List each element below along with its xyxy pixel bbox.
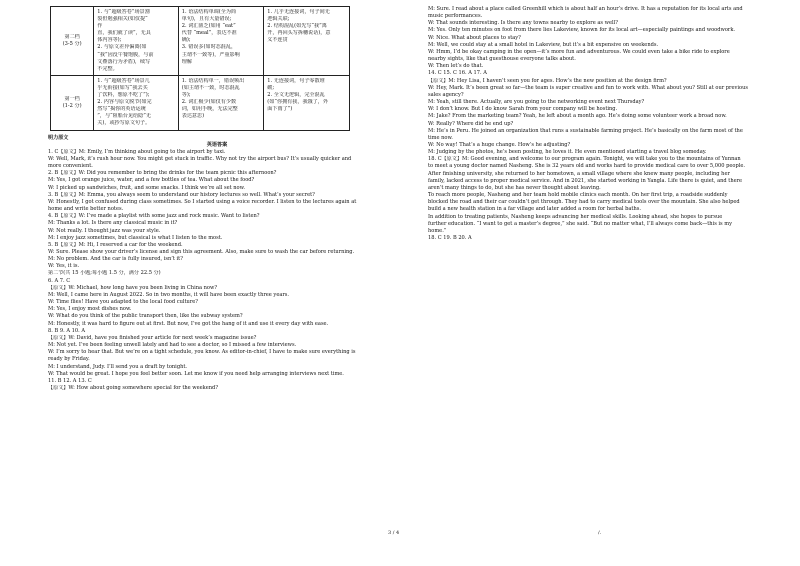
rubric-criteria-cell [264, 7, 350, 76]
rubric-criteria-cell [178, 75, 264, 130]
transcript-line: W: Sure. Please show your driver’s license and sign this agreement. Also, make sure to wash the car before returning. [48, 249, 355, 255]
transcript-line: M: Yes, I enjoy most dishes now. [48, 306, 132, 313]
transcript-line: 8. B 9. A 10. A [48, 327, 86, 334]
rubric-line: 主谓不一致等)，严重影响 [181, 51, 240, 58]
transcript-line: 【原文】W: David, have you finished your article for next week’s magazine issue? [48, 334, 257, 341]
transcript-line: W: Hmm, I’d be okay camping in the open—it’s more fun and adventurous. We could even take a bike ride to explore [428, 48, 730, 55]
rubric-line: 第二档 [64, 33, 80, 40]
rubric-line: 2. 结构混乱(如先写“我”离 [267, 23, 327, 30]
transcript-line: 【原文】W: Michael, how long have you been living in China now? [48, 284, 218, 291]
transcript-line: 11. B 12. A 13. C [48, 377, 92, 384]
left-transcript [48, 149, 386, 392]
right-transcript [428, 6, 766, 242]
transcript-line: M: Not yet. I’ve been feeling unwell lately and had to see a doctor, so I missed a few interviews. [48, 342, 297, 349]
transcript-line: 6. A 7. C [48, 277, 71, 284]
transcript-line: to meet a young doctor named Nasheng. She is 32 years old and works hard to provide medical care to over 5,000 people. [428, 163, 745, 170]
rubric-line: 了饮料，想原不吃了”); [97, 92, 150, 99]
transcript-line: W: What do you think of the public transport then, like the subway system? [48, 313, 243, 320]
transcript-line: W: That would be great. I hope you feel better soon. Let me know if you need help arranging interviews next time. [48, 370, 344, 377]
transcript-line: 【原文】M: Hey Lisa, I haven’t seen you for ages. How’s the new position at the design firm? [428, 77, 667, 84]
rubric-level-cell [51, 75, 94, 130]
rubric-criteria-cell [178, 7, 264, 76]
transcript-line: W: Well, Mark, it’s rush hour now. You might get stuck in traffic. Why not try the airport bus? It’s usually quicker and [48, 155, 352, 162]
transcript-line: M: Judging by the photos, he’s been posting, he loves it. He even mentioned starting a travel blog someday. [428, 149, 707, 156]
transcript-line: M: Jake? From the marketing team? Yeah, he left about a month ago. He’s doing some volunteer work a broad now. [428, 113, 727, 120]
transcript-line: 18. C 19. B 20. A [428, 235, 472, 241]
transcript-line: further education. “I want to get a master’s degree,” she said. “But no matter what, I’ll always come back—this is my [428, 220, 733, 227]
transcript-line: 2. B【原文】W: Did you remember to bring the drinks for the team picnic this afternoon? [48, 170, 277, 177]
rubric-line: 3. 错误多(如时态混乱， [181, 44, 237, 51]
rubric-line: 代替 “meal”，表达不准 [181, 30, 237, 37]
transcript-line: 18. C【原文】M: Good evening, and welcome to our program again. Tonight, we will take you to the mountains of Yunnan [428, 156, 741, 163]
rubric-line: 关)，或抄写原文句子。 [97, 120, 151, 127]
transcript-line: sales agency? [428, 91, 464, 98]
transcript-line: more convenient. [48, 163, 93, 170]
transcript-line: W: I don’t know. But I do know Sarah from your company will be hosting. [428, 106, 618, 113]
transcript-line: time now. [428, 134, 453, 141]
transcript-line: W: No way! That’s a huge change. How’s he adjusting? [428, 141, 571, 148]
transcript-line: M: Yes. Only ten minutes on foot from there lies Lakeview, known for its local art—especially paintings and woodwork. [428, 27, 736, 34]
rubric-level-cell [51, 7, 94, 76]
transcript-line: ready by Friday. [48, 356, 90, 363]
transcript-line: home.” [428, 227, 447, 234]
rubric-line: 然写“揭你的英语运统 [97, 106, 146, 113]
rubric-line: 义不连贯 [267, 37, 288, 44]
transcript-line: W: Really? Where did he end up? [428, 120, 514, 127]
transcript-line: W: Yes, it is. [48, 263, 80, 270]
rubric-row [51, 7, 350, 76]
transcript-line: M: I enjoy jazz sometimes, but classical is what I listen to the most. [48, 234, 223, 241]
corner-mark: /. [598, 530, 602, 536]
transcript-line: W: Not really. I thought jazz was your style. [48, 227, 161, 234]
transcript-line: M: Thanks a lot. Is there any classical music in it? [48, 220, 178, 227]
transcript-line: M: He’s in Peru. He joined an organization that runs a sustainable farming project. He’s basically on the farm most of the [428, 127, 743, 134]
rubric-line: (如主谓不一致，时态混乱 [181, 84, 240, 91]
rubric-line: 逻辑关联; [267, 16, 290, 23]
rubric-line: 1. 无连接词，句子零散堆 [267, 77, 325, 84]
right-column [428, 6, 766, 242]
transcript-line: M: Yeah, still there. Actually, are you going to the networking event next Thursday? [428, 99, 645, 106]
transcript-line: M: Honestly, it was hard to figure out at first. But now, I’ve got the hang of it and use it every day with ease. [48, 320, 329, 327]
transcript-line: To reach more people, Nasheng and her team hold mobile clinics each month. On her first trip, a roadside suddenly [428, 192, 728, 199]
transcript-line: W: Hey, Mark. It’s been great so far—the team is super creative and fun to work with. What about you? Still at our previous [428, 84, 748, 91]
answer-heading: 英语答案 [206, 141, 228, 148]
rubric-line: 1. 语法结构单调(全为简 [181, 9, 237, 15]
left-column [48, 6, 386, 392]
rubric-line: 面下雨了”) [267, 106, 293, 113]
transcript-line: After finishing university, she returned to her hometown, a small village where she knew many people, including her [428, 170, 730, 177]
rubric-line: (3-5 分) [62, 40, 82, 47]
transcript-line: 14. C 15. C 16. A 17. A [428, 70, 487, 77]
listening-section-title: 明力原文 [48, 134, 69, 141]
rubric-line: 文叠落行为矛盾)，续写 [97, 58, 151, 65]
rubric-line: “我”因没午餐饱腹，与前 [97, 51, 154, 58]
rubric-line: 2. 词汇匮乏(如用 “eat” [181, 23, 236, 30]
transcript-line: W: Honestly, I got confused during class sometimes. So I started using a voice recorder. I listen to the lectures again at [48, 198, 357, 205]
rubric-line: 单句)，且有大量错误; [181, 16, 232, 23]
rubric-line: 第一档 [64, 95, 80, 102]
transcript-line: 1. C【原文】M: Emily, I’m thinking about going to the airport by taxi. [48, 148, 226, 155]
rubric-line: 砌; [267, 84, 275, 91]
rubric-line: 不完整。 [97, 65, 118, 72]
rubric-line: (如“你拥有我，我饿了，外 [267, 99, 328, 106]
rubric-line: 等); [181, 92, 191, 99]
transcript-line: blocked the road and their car couldn’t get through. They had to carry medical tools over the mountain. She also helped [428, 199, 740, 206]
rubric-line: 2. 与原文差异偏离(如 [97, 44, 147, 51]
rubric-line: 2. 全文无逻辑，完全混乱 [267, 92, 325, 99]
transcript-line: 第二节(共 15 小题;每小题 1.5 分，满分 22.5 分) [48, 270, 161, 277]
rubric-line: 词，如用手晚，无法完整 [181, 106, 238, 113]
transcript-line: build a new health station in a far village and later added a room for herbal baths. [428, 206, 641, 213]
rubric-line: 裂但勉强相关(如仅提“ [97, 16, 148, 23]
rubric-line: 1. 语法结构单一，错误频出 [181, 77, 245, 84]
rubric-line: 确); [181, 37, 191, 44]
transcript-line: 4. B【原文】W: I’ve made a playlist with some jazz and rock music. Want to listen? [48, 213, 260, 220]
rubric-criteria-cell [264, 75, 350, 130]
transcript-line: M: No problem. And the car is fully insured, isn’t it? [48, 256, 183, 263]
transcript-line: M: Well, I came here in August 2022. So in two months, it will have been exactly three years. [48, 291, 290, 298]
rubric-table [50, 6, 350, 131]
transcript-line: W: I picked up sandwiches, fruit, and some snacks. I think we’re all set now. [48, 184, 245, 191]
transcript-line: nearby sights, like that guesthouse everyone talks about. [428, 56, 576, 63]
transcript-line: W: I’m sorry to hear that. But we’re on a tight schedule, you know. As editor-in-chief, I have to make sure everything is [48, 349, 356, 356]
rubric-line: 乎无衔接(如写“我去买 [97, 84, 148, 91]
transcript-line: M: I understand, Judy. I’ll send you a draft by tonight. [48, 363, 188, 370]
rubric-line: 1. 与“超级答卷”场景几 [97, 77, 150, 84]
transcript-line: family, lacked access to proper medical service. And in 2021, she started working in Yangla. Life there is quiet, and there [428, 177, 743, 184]
transcript-line: aren’t many things to do, but she has never thought about leaving. [428, 184, 601, 191]
transcript-line: W: That sounds interesting. Is there any towns nearby to explore as well? [428, 20, 618, 27]
rubric-line: 1. 与“超级答卷”场景割 [97, 9, 150, 15]
transcript-line: In addition to treating patients, Nasheng keeps advancing her medical skills. Looking ahead, she hopes to pursue [428, 213, 723, 220]
rubric-line: 作 [97, 23, 103, 30]
rubric-row [51, 75, 350, 130]
transcript-line: 3. B【原文】M: Emma, you always seem to understand our history lectures so well. What’s your secret? [48, 191, 315, 198]
transcript-line: M: Well, we could stay at a small hotel in Lakeview, but it’s a bit expensive on weekends. [428, 41, 659, 48]
rubric-line: 2. 内容与原文脱节(如完 [97, 99, 152, 106]
rubric-criteria-cell [94, 7, 178, 76]
rubric-line: 开，再回头写拆穗说话)，意 [267, 30, 331, 37]
transcript-line: M: Yes, I got orange juice, water, and a few bottles of tea. What about the food? [48, 177, 255, 184]
transcript-line: W: Then let’s do that. [428, 63, 484, 70]
rubric-criteria-cell [94, 75, 178, 130]
rubric-line: 1. 几乎无连接词，句子间无 [267, 9, 330, 15]
rubric-line: 体内容等); [97, 37, 122, 44]
rubric-line: ”，与“阻船台见给隐”无 [97, 113, 151, 120]
rubric-line: 2. 词汇极少(如仅有少数 [181, 99, 237, 106]
rubric-line: 理解 [181, 58, 192, 65]
transcript-line: M: Sure. I read about a place called Greenhill which is about half an hour’s drive. It has a reputation for its local arts and [428, 6, 743, 12]
transcript-line: W: Time flies! Have you adapted to the local food culture? [48, 299, 199, 306]
transcript-line: music performances. [428, 13, 483, 20]
rubric-line: (1-2 分) [62, 102, 82, 109]
page-number: 3 / 4 [388, 530, 400, 536]
rubric-line: 表达意思) [181, 113, 205, 120]
transcript-line: 【原文】W: How about going somewhere special for the weekend? [48, 384, 219, 391]
rubric-line: 直，我们就了读”，无具 [97, 30, 151, 37]
transcript-line: W: Nice. What about places to stay? [428, 34, 521, 41]
transcript-line: home and write better notes. [48, 206, 124, 213]
transcript-line: 5. B【原文】M: Hi, I reserved a car for the weekend. [48, 241, 183, 248]
